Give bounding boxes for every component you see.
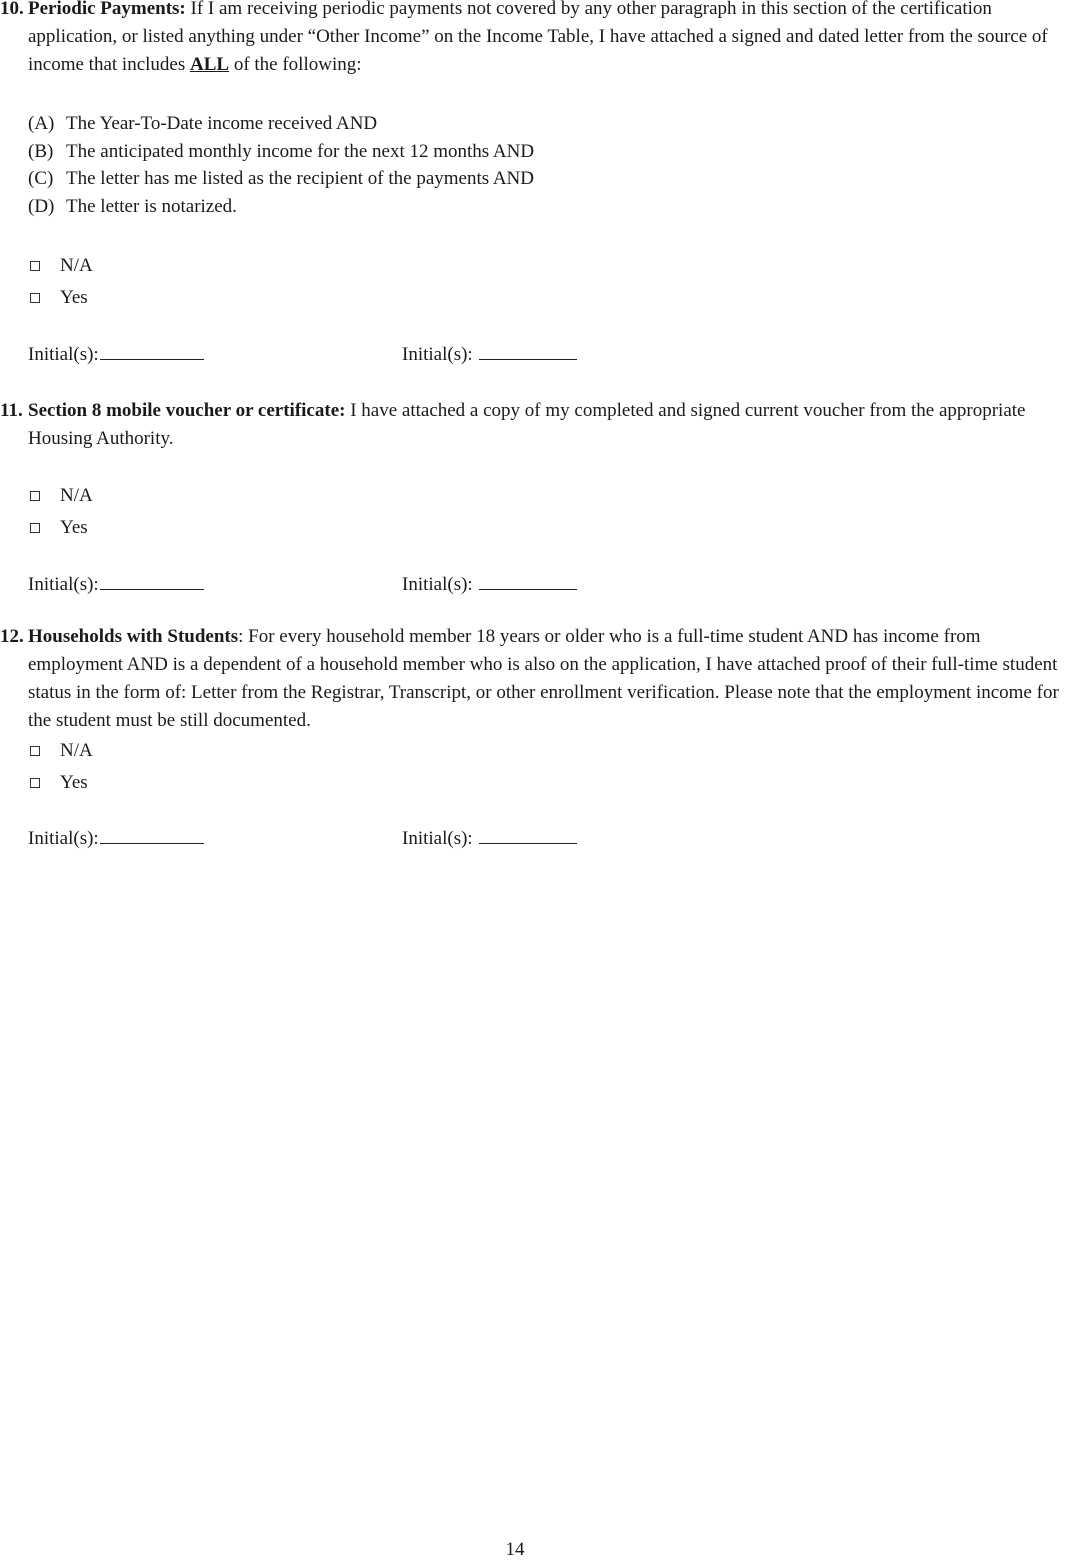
- section-heading: Periodic Payments:: [28, 0, 186, 19]
- option-label: N/A: [60, 485, 93, 506]
- initials-label: Initial(s):: [402, 828, 473, 849]
- initials-label: Initial(s):: [28, 574, 99, 595]
- section-text: : For every household member 18 years or older who is a full-time student AND has income from employment AND is a dependent of a household member who is also on the application, I have attached proof of their full-time student status in the form of: Letter from the Registrar, Transcript, or other enrollment verification. Please note that the employment income for the student must be still documented.: [28, 626, 1059, 731]
- condition-item: [28, 138, 534, 166]
- section-number: 12.: [0, 626, 24, 647]
- option-yes[interactable]: [28, 282, 93, 314]
- initials-field-1[interactable]: [28, 571, 204, 596]
- initials-field-2[interactable]: [402, 341, 577, 366]
- emphasis-all: ALL: [189, 54, 230, 75]
- condition-letter: (D): [28, 196, 55, 218]
- section-number: 11.: [0, 400, 23, 421]
- condition-letter: (C): [28, 168, 54, 190]
- conditions-list: [28, 110, 534, 221]
- section-12-paragraph: [0, 623, 1069, 735]
- condition-text: The letter has me listed as the recipient of the payments AND: [66, 168, 534, 190]
- option-label: N/A: [60, 255, 93, 276]
- initials-label: Initial(s):: [28, 344, 99, 365]
- section-10-paragraph: [0, 0, 1069, 79]
- condition-text: The anticipated monthly income for the next 12 months AND: [66, 140, 535, 162]
- section-heading: Households with Students: [28, 626, 239, 647]
- condition-letter: (A): [28, 113, 55, 134]
- section-12: [0, 623, 1069, 735]
- section-text: If I am receiving periodic payments not covered by any other paragraph in this section of the certification application, or listed anything under “Other Income” on the Income Table, I have attached a signed and dated letter from the source of income that includes: [28, 0, 1048, 75]
- condition-text: The Year-To-Date income received AND: [66, 113, 378, 134]
- initials-field-2[interactable]: [402, 571, 577, 596]
- checkbox-icon[interactable]: [30, 491, 40, 501]
- section-11: [0, 397, 1069, 453]
- section-12-options: [28, 735, 93, 799]
- checkbox-icon[interactable]: [30, 293, 40, 303]
- section-10-options: [28, 250, 93, 314]
- option-na[interactable]: [28, 480, 93, 512]
- condition-item: [28, 110, 534, 138]
- option-label: Yes: [60, 517, 88, 538]
- checkbox-icon[interactable]: [30, 523, 40, 533]
- option-na[interactable]: [28, 250, 93, 282]
- section-11-paragraph: [0, 397, 1069, 453]
- initials-blank[interactable]: [479, 571, 577, 590]
- section-heading: Section 8 mobile voucher or certificate:: [28, 400, 346, 421]
- initials-label: Initial(s):: [402, 574, 473, 595]
- initials-blank[interactable]: [479, 341, 577, 360]
- checkbox-icon[interactable]: [30, 261, 40, 271]
- initials-blank[interactable]: [100, 825, 204, 844]
- initials-blank[interactable]: [479, 825, 577, 844]
- condition-item: [28, 165, 534, 193]
- option-label: Yes: [60, 287, 88, 308]
- initials-blank[interactable]: [100, 571, 204, 590]
- section-text-end: of the following:: [229, 54, 362, 75]
- option-na[interactable]: [28, 735, 93, 767]
- section-number: 10.: [0, 0, 24, 19]
- option-label: N/A: [60, 740, 93, 761]
- initials-field-1[interactable]: [28, 341, 204, 366]
- initials-blank[interactable]: [100, 341, 204, 360]
- section-11-options: [28, 480, 93, 544]
- option-yes[interactable]: [28, 767, 93, 799]
- initials-field-2[interactable]: [402, 825, 577, 850]
- condition-item: [28, 193, 534, 221]
- condition-letter: (B): [28, 140, 54, 162]
- initials-field-1[interactable]: [28, 825, 204, 850]
- initials-label: Initial(s):: [28, 828, 99, 849]
- checkbox-icon[interactable]: [30, 746, 40, 756]
- option-yes[interactable]: [28, 512, 93, 544]
- option-label: Yes: [60, 772, 88, 793]
- section-text: I have attached a copy of my completed and signed current voucher from the appropriate Housing Authority.: [28, 400, 1026, 449]
- checkbox-icon[interactable]: [30, 778, 40, 788]
- page-number: 14: [505, 1539, 525, 1560]
- section-10: [0, 0, 1069, 79]
- condition-text: The letter is notarized.: [66, 196, 237, 218]
- initials-label: Initial(s):: [402, 344, 473, 365]
